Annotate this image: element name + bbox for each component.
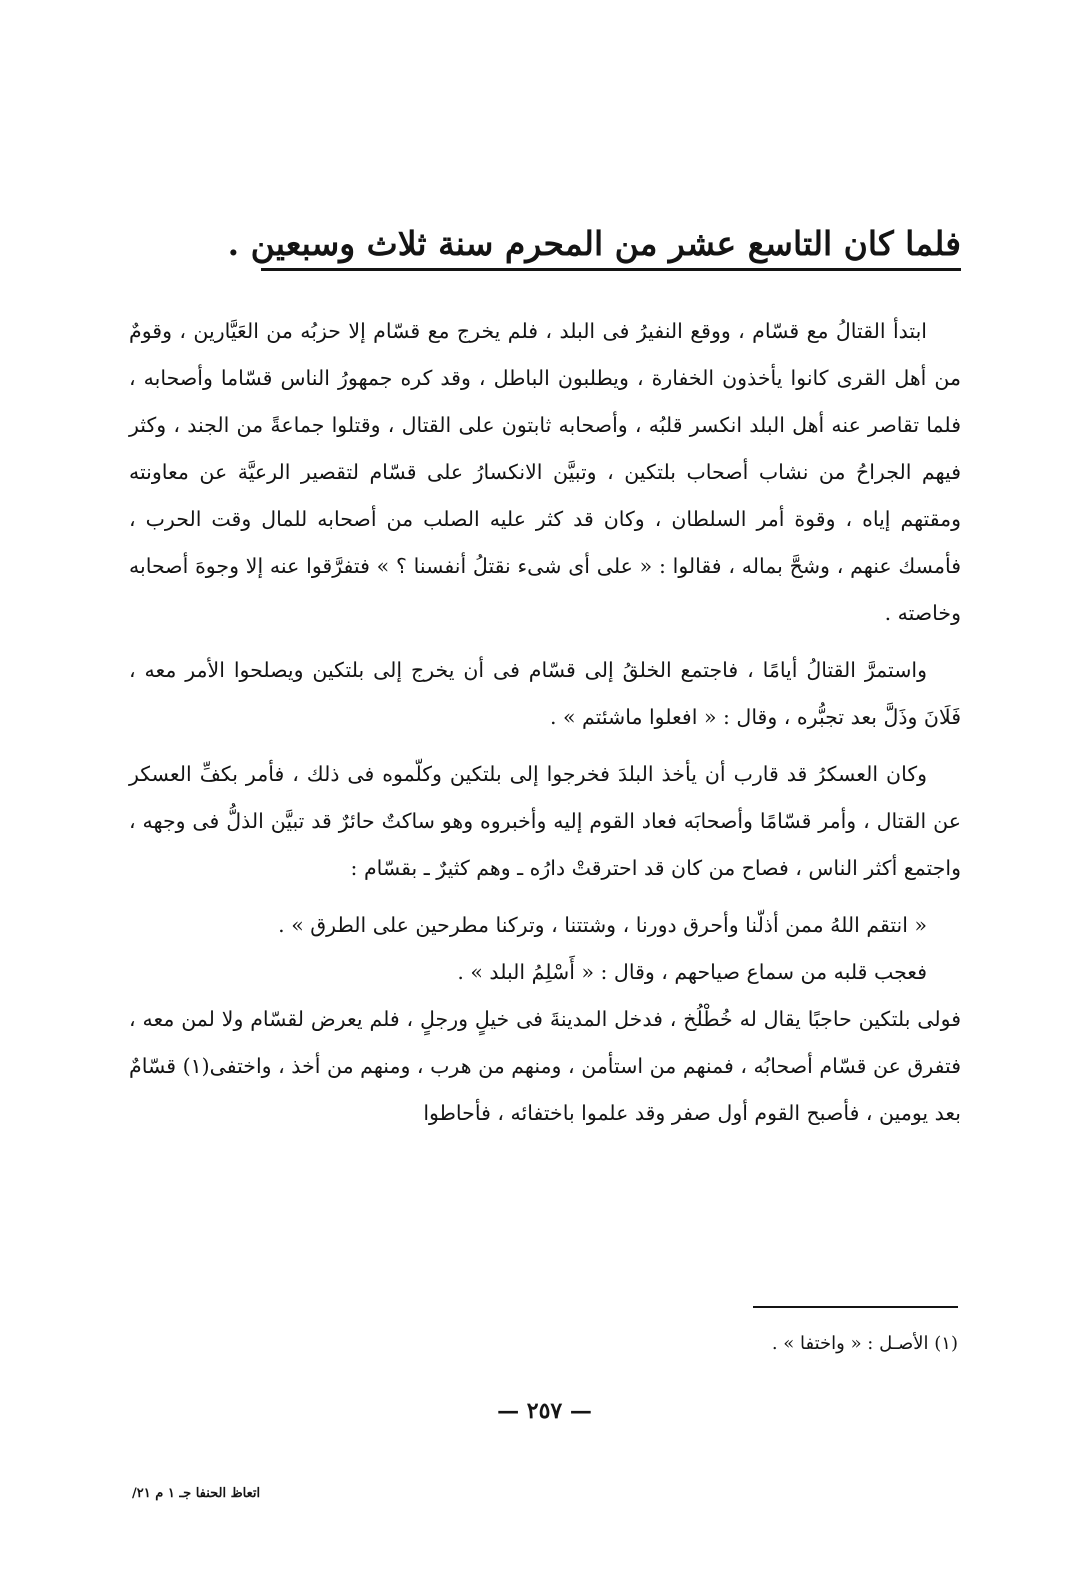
paragraph: وكان العسكرُ قد قارب أن يأخذ البلدَ فخرجوا إلى بلتكين وكلّموه فى ذلك ، فأمر بكفِّ العسكر عن القتال ، وأمر قسّامًا وأصحابَه فعاد القوم إليه وأخبروه وهو ساكتٌ حائرٌ قد تبيَّن الذلُّ فى وجهه ، واجتمع أكثر الناس ، فصاح من كان قد احترقتْ دارُه ـ وهم كثيرٌ ـ بقسّام : [129, 762, 961, 880]
printer-signature: اتعاظ الحنفا جـ ١ م ٢١/ [132, 1486, 261, 1501]
page-number: — ٢٥٧ — [497, 1398, 592, 1424]
paragraph: واستمرَّ القتالُ أيامًا ، فاجتمع الخلقُ إلى قسّام فى أن يخرج إلى بلتكين ويصلحوا الأمر معه ، فَلَانَ وذَلَّ بعد تجبُّره ، وقال : « افعلوا ماشئتم » . [129, 658, 961, 729]
body-text [129, 308, 961, 1137]
paragraph: ابتدأ القتالُ مع قسّام ، ووقع النفيرُ فى البلد ، فلم يخرج مع قسّام إلا حزبُه من العَيَّارين ، وقومٌ من أهل القرى كانوا يأخذون الخفارة ، ويطلبون الباطل ، وقد كره جمهورُ الناس قسّاما وأصحابه ، فلما تقاصر عنه أهل البلد انكسر قلبُه ، وأصحابه ثابتون على القتال ، وقتلوا جماعةً من الجند ، وكثر فيهم الجراحُ من نشاب أصحاب بلتكين ، وتبيَّن الانكسارُ على قسّام لتقصير الرعيَّة عن معاونته ومقتهم إياه ، وقوة أمر السلطان ، وكان قد كثر عليه الصلب من أصحابه للمال وقت الحرب ، فأمسك عنهم ، وشحَّ بماله ، فقالوا : « على أى شىء نقتلُ أنفسنا ؟ » فتفرَّقوا عنه إلا وجوهَ أصحابه وخاصته . [129, 319, 961, 625]
quotation: « انتقم اللهُ ممن أذلّنا وأحرق دورنا ، وشتتنا ، وتركنا مطرحين على الطرق » . [278, 913, 927, 937]
footnote-divider [753, 1306, 958, 1308]
paragraph: فعجب قلبه من سماع صياحهم ، وقال : « أَسْلِمُ البلد » . [457, 960, 927, 984]
paragraph: فولى بلتكين حاجبًا يقال له خُطْلُخ ، فدخل المدينةَ فى خيلٍ ورجلٍ ، فلم يعرض لقسّام ولا لمن معه ، فتفرق عن قسّام أصحابُه ، فمنهم من استأمن ، ومنهم من هرب ، ومنهم من أخذ ، واختفى(١) قسّامٌ بعد يومين ، فأصبح القوم أول صفر وقد علموا باختفائه ، فأحاطوا [129, 1007, 961, 1125]
section-heading: فلما كان التاسع عشر من المحرم سنة ثلاث وسبعين . [261, 222, 961, 271]
footnote: (١) الأصـل : « واختفا » . [771, 1333, 958, 1354]
